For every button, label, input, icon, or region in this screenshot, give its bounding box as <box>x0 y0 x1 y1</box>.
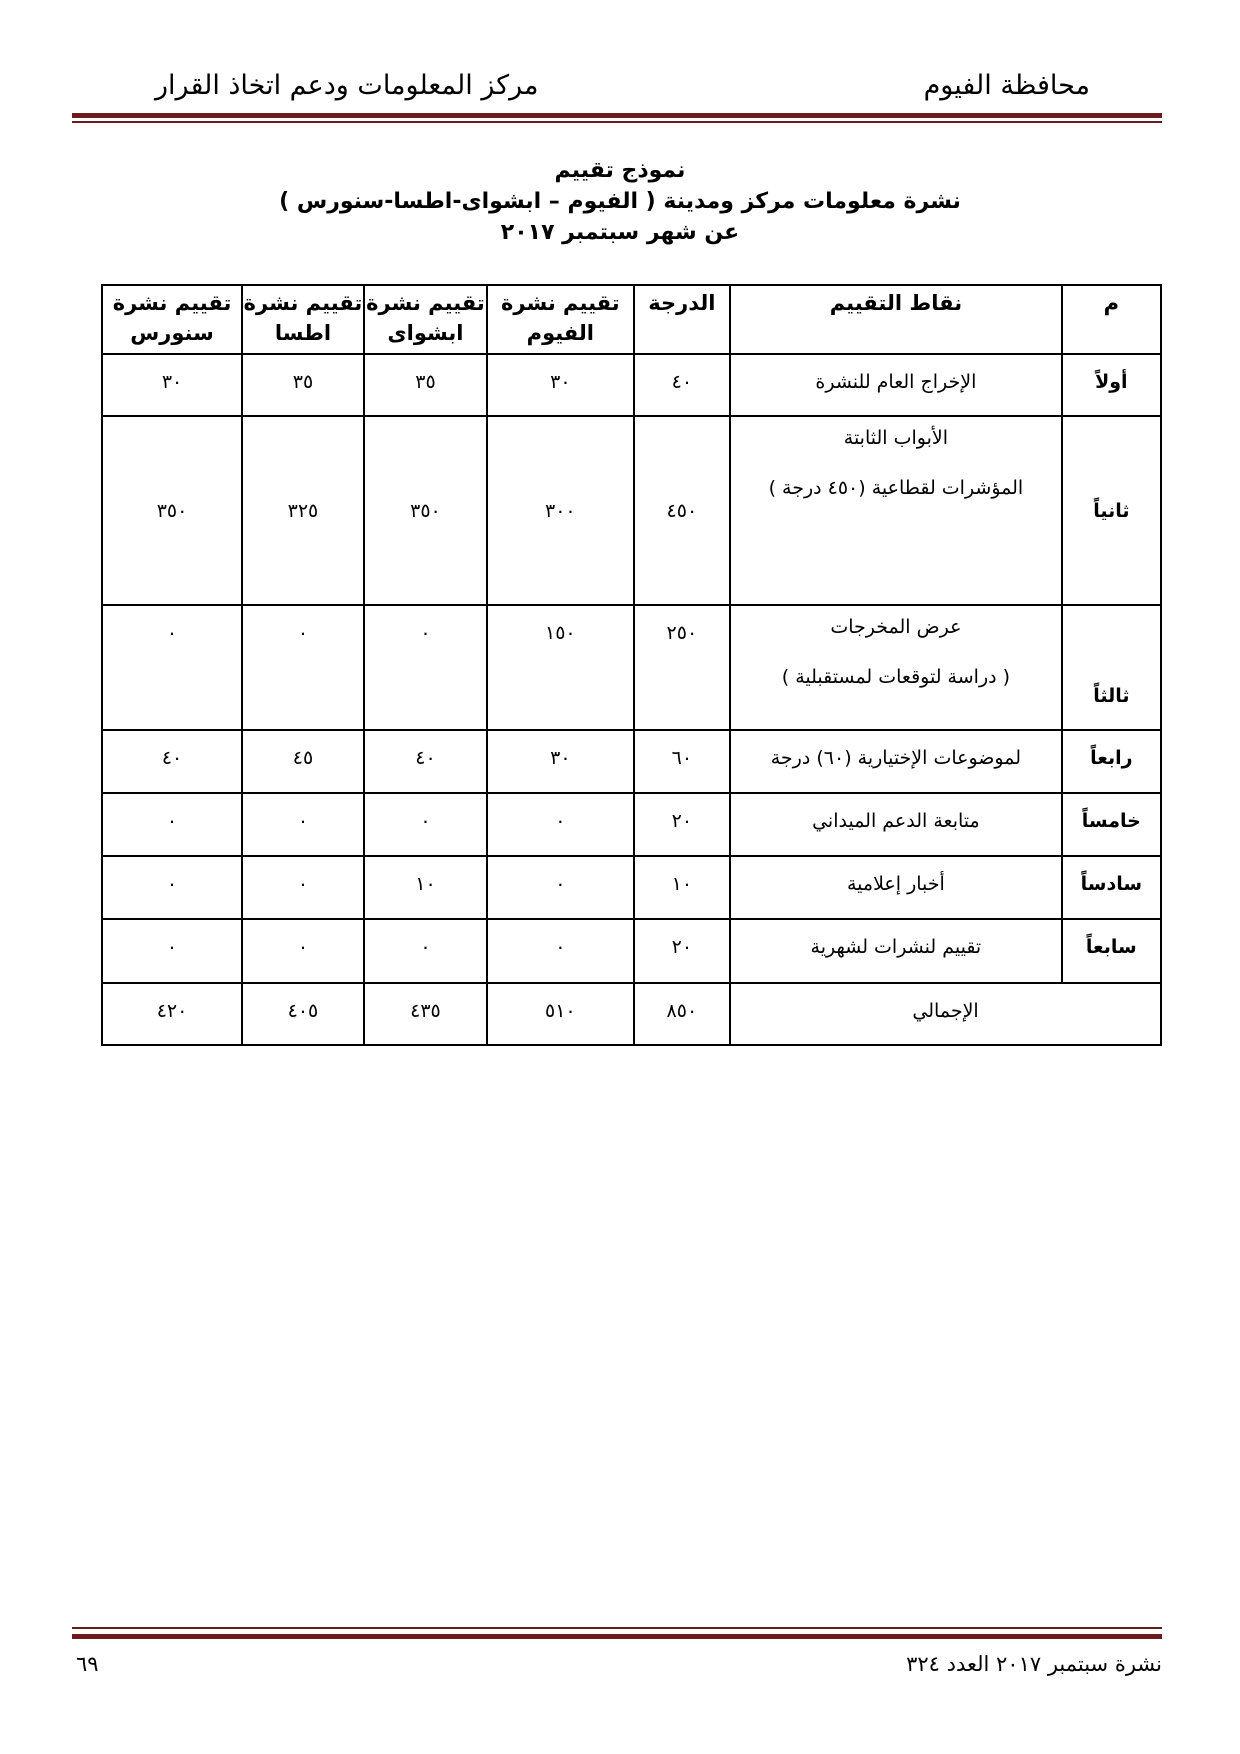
row-sinnuris: ٠ <box>102 856 242 919</box>
row-fayoum: ٠ <box>487 793 634 856</box>
row-itsa: ٣٥ <box>242 354 364 416</box>
table-header-row <box>102 285 1161 354</box>
row-fayoum: ٣٠ <box>487 354 634 416</box>
row-ibshway: ١٠ <box>364 856 487 919</box>
row-itsa: ٠ <box>242 919 364 983</box>
row-sinnuris: ٠ <box>102 919 242 983</box>
row-sinnuris: ٤٠ <box>102 730 242 793</box>
evaluation-table <box>101 284 1162 1046</box>
row-point <box>730 605 1062 730</box>
row-itsa: ٠ <box>242 793 364 856</box>
row-num: ثالثاً <box>1062 605 1161 730</box>
row-fayoum: ٠ <box>487 919 634 983</box>
row-degree: ٢٠ <box>634 919 730 983</box>
row-degree: ٢٠ <box>634 793 730 856</box>
row-point-line2: المؤشرات لقطاعية (٤٥٠ درجة ) <box>768 477 1024 499</box>
total-fayoum: ٥١٠ <box>487 983 634 1045</box>
row-degree: ٦٠ <box>634 730 730 793</box>
title-block <box>0 155 1240 248</box>
row-num: أولاً <box>1062 354 1161 416</box>
header-center-name: مركز المعلومات ودعم اتخاذ القرار <box>155 70 539 101</box>
row-ibshway: ٠ <box>364 919 487 983</box>
row-ibshway: ٣٥ <box>364 354 487 416</box>
row-point: تقييم لنشرات لشهرية <box>730 919 1062 983</box>
total-itsa: ٤٠٥ <box>242 983 364 1045</box>
row-point: الإخراج العام للنشرة <box>730 354 1062 416</box>
row-itsa: ٠ <box>242 856 364 919</box>
header-degree: الدرجة <box>634 285 730 354</box>
row-point <box>730 416 1062 605</box>
header-sinnuris: تقييم نشرة سنورس <box>102 285 242 354</box>
row-sinnuris: ٠ <box>102 793 242 856</box>
header-points: نقاط التقييم <box>730 285 1062 354</box>
row-point: متابعة الدعم الميداني <box>730 793 1062 856</box>
row-sinnuris: ٣٥٠ <box>102 416 242 605</box>
footer-rule <box>72 1634 1162 1639</box>
footer-rule-thin <box>72 1627 1162 1629</box>
row-ibshway: ٤٠ <box>364 730 487 793</box>
header-itsa: تقييم نشرة اطسا <box>242 285 364 354</box>
row-fayoum: ٠ <box>487 856 634 919</box>
row-degree: ٤٥٠ <box>634 416 730 605</box>
row-fayoum: ١٥٠ <box>487 605 634 730</box>
row-num: سادساً <box>1062 856 1161 919</box>
header-ibshway: تقييم نشرة ابشواى <box>364 285 487 354</box>
title-line-3: عن شهر سبتمبر ٢٠١٧ <box>500 220 740 245</box>
table-row <box>102 416 1161 605</box>
table-total-row <box>102 983 1161 1045</box>
row-point-line1: الأبواب الثابتة <box>843 427 948 449</box>
row-itsa: ٤٥ <box>242 730 364 793</box>
row-point: أخبار إعلامية <box>730 856 1062 919</box>
row-num: سابعاً <box>1062 919 1161 983</box>
table-row <box>102 730 1161 793</box>
table-row <box>102 793 1161 856</box>
row-ibshway: ٠ <box>364 793 487 856</box>
header-rule-thin <box>72 121 1162 123</box>
total-label: الإجمالي <box>730 983 1161 1045</box>
row-num: خامساً <box>1062 793 1161 856</box>
row-sinnuris: ٣٠ <box>102 354 242 416</box>
row-ibshway: ٠ <box>364 605 487 730</box>
header-num: م <box>1062 285 1161 354</box>
row-degree: ٤٠ <box>634 354 730 416</box>
total-degree: ٨٥٠ <box>634 983 730 1045</box>
row-point-line2: ( دراسة لتوقعات لمستقبلية ) <box>781 666 1011 688</box>
row-ibshway: ٣٥٠ <box>364 416 487 605</box>
row-fayoum: ٣٠ <box>487 730 634 793</box>
title-line-2: نشرة معلومات مركز ومدينة ( الفيوم – ابشواى-اطسا-سنورس ) <box>279 189 961 214</box>
header-fayoum: تقييم نشرة الفيوم <box>487 285 634 354</box>
table-row <box>102 605 1161 730</box>
footer-issue: نشرة سبتمبر ٢٠١٧ العدد ٣٢٤ <box>906 1652 1162 1676</box>
table-row <box>102 919 1161 983</box>
header-rule <box>72 113 1162 118</box>
row-num: ثانياً <box>1062 416 1161 605</box>
row-point-line1: عرض المخرجات <box>830 616 962 638</box>
table-row <box>102 856 1161 919</box>
row-fayoum: ٣٠٠ <box>487 416 634 605</box>
row-sinnuris: ٠ <box>102 605 242 730</box>
total-ibshway: ٤٣٥ <box>364 983 487 1045</box>
row-num: رابعاً <box>1062 730 1161 793</box>
row-degree: ٢٥٠ <box>634 605 730 730</box>
table-row <box>102 354 1161 416</box>
row-degree: ١٠ <box>634 856 730 919</box>
page-number: ٦٩ <box>76 1652 99 1676</box>
total-sinnuris: ٤٢٠ <box>102 983 242 1045</box>
row-itsa: ٣٢٥ <box>242 416 364 605</box>
header-governorate: محافظة الفيوم <box>923 70 1090 101</box>
row-point: لموضوعات الإختيارية (٦٠) درجة <box>730 730 1062 793</box>
title-line-1: نموذج تقييم <box>554 158 686 183</box>
row-itsa: ٠ <box>242 605 364 730</box>
